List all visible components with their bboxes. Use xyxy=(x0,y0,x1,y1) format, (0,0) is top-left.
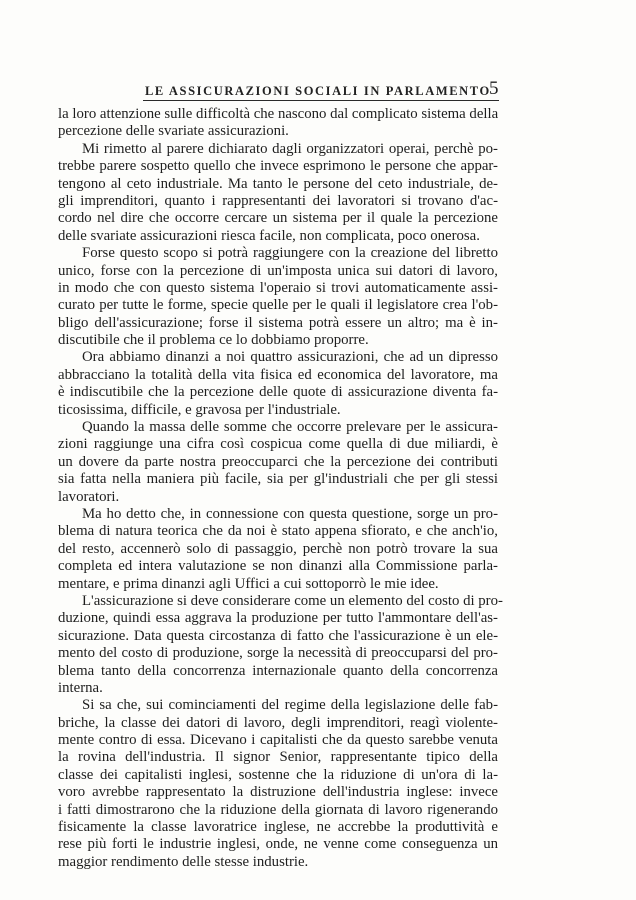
text-line: Forse questo scopo si potrà raggiungere con la creazione del libretto xyxy=(82,245,498,262)
text-line: i fatti dimostrarono che la riduzione della giornata di lavoro rigenerando xyxy=(58,801,498,818)
text-line: rese più forti le industrie inglesi, onde, ne venne come conseguenza un xyxy=(58,836,498,853)
text-line: classe dei capitalisti inglesi, sostenne che la riduzione di un'ora di la- xyxy=(58,766,498,783)
text-line: voro avrebbe rappresentato la distruzione dell'industria inglese: invece xyxy=(58,784,498,801)
text-line: maggior rendimento delle stesse industrie. xyxy=(58,853,309,870)
paragraph-7 xyxy=(58,592,503,697)
text-line: blema tanto della concorrenza internazionale quanto della concorrenza xyxy=(58,662,498,679)
paragraph-5 xyxy=(58,419,498,506)
text-line: blema di natura teorica che da noi è stato appena sfiorato, e che anch'io, xyxy=(58,523,498,540)
text-line: Mi rimetto al parere dichiarato dagli organizzatori operai, perchè po- xyxy=(82,140,498,157)
paragraph-4 xyxy=(58,349,498,419)
text-line: è indiscutibile che la percezione delle quote di assicurazione diventa fa- xyxy=(58,384,498,401)
text-line: del resto, accennerò solo di passaggio, perchè non potrò trovare la sua xyxy=(58,540,498,557)
paragraph-8 xyxy=(58,697,498,871)
text-line: sia fatta nella maniera più facile, sia per gl'industriali che per gli stessi xyxy=(58,471,498,488)
paragraph-2 xyxy=(58,141,498,245)
text-line: fisicamente la classe lavoratrice inglese, ne accrebbe la produttività e xyxy=(58,819,498,836)
text-line: trebbe parere sospetto quello che invece esprimono le persone che appar- xyxy=(58,158,498,175)
text-line: ticosissima, difficile, e gravosa per l'industriale. xyxy=(58,401,341,418)
text-line: Quando la massa delle somme che occorre prelevare per le assicura- xyxy=(82,419,498,436)
text-line: Ma ho detto che, in connessione con questa questione, sorge un pro- xyxy=(82,505,498,522)
text-line: sicurazione. Data questa circostanza di fatto che l'assicurazione è un ele- xyxy=(58,627,498,644)
paragraph-6 xyxy=(58,506,498,593)
paragraph-1 xyxy=(58,106,498,141)
text-line: tengono al ceto industriale. Ma tanto le persone del ceto industriale, de- xyxy=(58,175,498,192)
text-line: in modo che con questo sistema l'operaio si trovi automaticamente assi- xyxy=(58,279,498,296)
text-line: L'assicurazione si deve considerare come un elemento del costo di pro- xyxy=(82,592,503,609)
text-line: Ora abbiamo dinanzi a noi quattro assicurazioni, che ad un dipresso xyxy=(82,349,498,366)
body-text xyxy=(58,106,503,871)
header-rule xyxy=(143,100,499,101)
text-line: mento del costo di produzione, sorge la necessità di preoccuparsi del pro- xyxy=(58,645,498,662)
text-line: la loro attenzione sulle difficoltà che nascono dal complicato sistema della xyxy=(58,106,499,122)
text-line: bligo dell'assicurazione; forse il sistema potrà essere un altro; ma è in- xyxy=(58,314,498,331)
text-line: mentare, e prima dinanzi agli Uffici a cui sottoporrò le mie idee. xyxy=(58,575,439,592)
text-line: un dovere da parte nostra preoccuparci che la percezione dei contributi xyxy=(58,453,498,470)
paragraph-3 xyxy=(58,245,498,349)
text-line: duzione, quindi essa aggrava la produzione per tutto l'ammontare dell'as- xyxy=(58,610,498,627)
text-line: la rovina dell'industria. Il signor Senior, rappresentante tipico della xyxy=(58,749,498,766)
text-line: cordo nel dire che occorre cercare un sistema per il quale la percezione xyxy=(58,210,498,227)
text-line: curato per tutte le forme, specie quelle per le quali il legislatore crea l'ob- xyxy=(58,297,498,314)
text-line: delle svariate assicurazioni riesca facile, non complicata, poco onerosa. xyxy=(58,227,480,244)
text-line: percezione delle svariate assicurazioni. xyxy=(58,123,289,140)
running-head-title: LE ASSICURAZIONI SOCIALI IN PARLAMENTO xyxy=(145,84,491,98)
text-line: lavoratori. xyxy=(58,488,120,505)
text-line: mente contro di essa. Dicevano i capitalisti che da questo sarebbe venuta xyxy=(58,732,498,749)
text-line: abbracciano la totalità della vita fisica ed economica del lavoratore, ma xyxy=(58,366,498,383)
text-line: briche, la classe dei datori di lavoro, degli imprenditori, reagì violente- xyxy=(58,714,498,731)
text-line: zioni raggiunge una cifra così cospicua come quella di due miliardi, è xyxy=(58,436,498,453)
page-number: 5 xyxy=(489,78,499,99)
text-line: Si sa che, sui cominciamenti del regime della legislazione delle fab- xyxy=(82,697,498,714)
text-line: interna. xyxy=(58,679,103,696)
text-line: discutibile che il problema ce lo dobbiamo proporre. xyxy=(58,332,369,349)
text-line: gli imprenditori, quanto i rappresentanti dei lavoratori si trovano d'ac- xyxy=(58,192,498,209)
text-line: completa ed intera valutazione se non dinanzi alla Commissione parla- xyxy=(58,558,498,575)
text-line: unico, forse con la percezione di un'imposta unica sui datori di lavoro, xyxy=(58,262,498,279)
